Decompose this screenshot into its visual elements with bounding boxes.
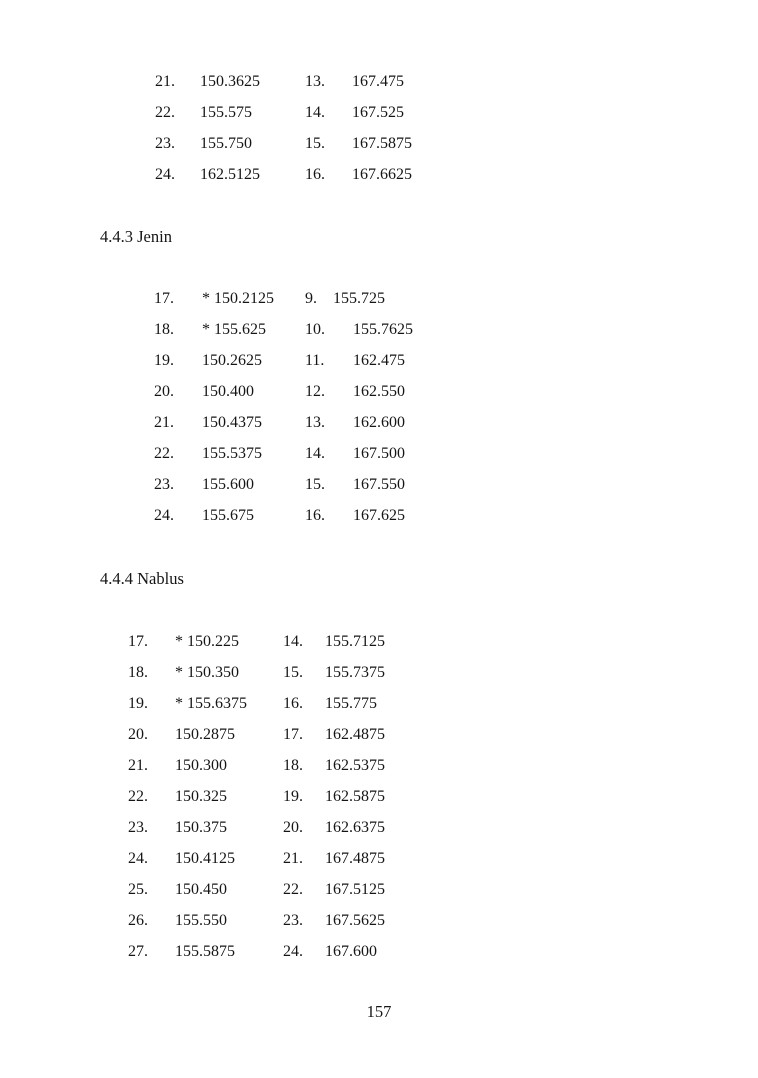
left-no: 23. — [128, 818, 148, 836]
right-val: 162.600 — [353, 413, 405, 431]
section-heading-nablus: 4.4.4 Nablus — [100, 569, 184, 588]
right-no: 16. — [305, 165, 325, 183]
list-item — [0, 500, 758, 531]
right-val: 167.550 — [353, 475, 405, 493]
right-val: 167.525 — [352, 103, 404, 121]
left-no: 25. — [128, 880, 148, 898]
left-val: 155.5375 — [202, 444, 262, 462]
right-val: 155.725 — [333, 289, 385, 307]
left-no: 22. — [154, 444, 174, 462]
page-number: 157 — [366, 1002, 392, 1021]
left-no: 20. — [128, 725, 148, 743]
left-no: 17. — [154, 289, 174, 307]
left-val: 150.300 — [175, 756, 227, 774]
left-val: 150.2625 — [202, 351, 262, 369]
right-val: 155.775 — [325, 694, 377, 712]
list-item — [0, 781, 758, 812]
left-val: 150.4375 — [202, 413, 262, 431]
frequency-list-jenin — [0, 283, 758, 531]
left-no: 18. — [128, 663, 148, 681]
right-no: 13. — [305, 413, 325, 431]
right-no: 13. — [305, 72, 325, 90]
right-no: 15. — [305, 134, 325, 152]
left-val: 150.2875 — [175, 725, 235, 743]
list-item — [0, 159, 758, 190]
left-no: 22. — [155, 103, 175, 121]
list-item — [0, 812, 758, 843]
left-no: 24. — [128, 849, 148, 867]
list-item — [0, 843, 758, 874]
left-val: * 155.6375 — [175, 694, 247, 712]
list-item — [0, 283, 758, 314]
right-val: 167.6625 — [352, 165, 412, 183]
list-item — [0, 66, 758, 97]
right-val: 162.4875 — [325, 725, 385, 743]
list-item — [0, 407, 758, 438]
left-val: 155.750 — [200, 134, 252, 152]
right-val: 155.7375 — [325, 663, 385, 681]
left-val: * 155.625 — [202, 320, 266, 338]
right-val: 167.600 — [325, 942, 377, 960]
left-val: 150.450 — [175, 880, 227, 898]
list-item — [0, 874, 758, 905]
left-val: 150.4125 — [175, 849, 235, 867]
section-heading-jenin: 4.4.3 Jenin — [100, 227, 172, 246]
right-no: 15. — [283, 663, 303, 681]
right-no: 14. — [305, 103, 325, 121]
left-no: 19. — [154, 351, 174, 369]
left-no: 21. — [155, 72, 175, 90]
right-val: 162.6375 — [325, 818, 385, 836]
left-val: * 150.2125 — [202, 289, 274, 307]
right-no: 20. — [283, 818, 303, 836]
left-val: 150.400 — [202, 382, 254, 400]
left-no: 21. — [154, 413, 174, 431]
right-val: 167.5125 — [325, 880, 385, 898]
left-val: 162.5125 — [200, 165, 260, 183]
left-no: 18. — [154, 320, 174, 338]
right-no: 11. — [305, 351, 325, 369]
right-no: 12. — [305, 382, 325, 400]
right-val: 167.4875 — [325, 849, 385, 867]
list-item — [0, 719, 758, 750]
right-no: 9. — [305, 289, 317, 307]
list-item — [0, 469, 758, 500]
list-item — [0, 97, 758, 128]
left-val: 155.675 — [202, 506, 254, 524]
left-val: 155.575 — [200, 103, 252, 121]
left-val: 155.600 — [202, 475, 254, 493]
right-val: 162.475 — [353, 351, 405, 369]
left-no: 19. — [128, 694, 148, 712]
right-val: 167.5875 — [352, 134, 412, 152]
left-no: 23. — [154, 475, 174, 493]
frequency-list-nablus — [0, 626, 758, 967]
left-no: 24. — [155, 165, 175, 183]
right-no: 17. — [283, 725, 303, 743]
list-item — [0, 314, 758, 345]
list-item — [0, 438, 758, 469]
right-no: 16. — [283, 694, 303, 712]
right-no: 24. — [283, 942, 303, 960]
list-item — [0, 750, 758, 781]
right-val: 162.5875 — [325, 787, 385, 805]
left-val: 155.5875 — [175, 942, 235, 960]
right-no: 15. — [305, 475, 325, 493]
list-item — [0, 626, 758, 657]
left-val: 150.3625 — [200, 72, 260, 90]
list-item — [0, 376, 758, 407]
left-val: * 150.225 — [175, 632, 239, 650]
left-no: 22. — [128, 787, 148, 805]
frequency-list-continued — [0, 66, 758, 190]
right-no: 23. — [283, 911, 303, 929]
list-item — [0, 905, 758, 936]
right-val: 162.5375 — [325, 756, 385, 774]
left-no: 21. — [128, 756, 148, 774]
right-val: 167.5625 — [325, 911, 385, 929]
right-no: 10. — [305, 320, 325, 338]
left-no: 17. — [128, 632, 148, 650]
right-no: 16. — [305, 506, 325, 524]
list-item — [0, 657, 758, 688]
list-item — [0, 128, 758, 159]
left-val: 150.325 — [175, 787, 227, 805]
left-no: 23. — [155, 134, 175, 152]
right-val: 167.625 — [353, 506, 405, 524]
list-item — [0, 936, 758, 967]
left-val: 150.375 — [175, 818, 227, 836]
list-item — [0, 345, 758, 376]
list-item — [0, 688, 758, 719]
right-no: 19. — [283, 787, 303, 805]
left-val: 155.550 — [175, 911, 227, 929]
right-no: 22. — [283, 880, 303, 898]
left-no: 20. — [154, 382, 174, 400]
right-val: 167.500 — [353, 444, 405, 462]
right-val: 155.7625 — [353, 320, 413, 338]
left-val: * 150.350 — [175, 663, 239, 681]
left-no: 24. — [154, 506, 174, 524]
right-val: 162.550 — [353, 382, 405, 400]
left-no: 26. — [128, 911, 148, 929]
left-no: 27. — [128, 942, 148, 960]
right-no: 18. — [283, 756, 303, 774]
right-no: 21. — [283, 849, 303, 867]
right-val: 155.7125 — [325, 632, 385, 650]
right-val: 167.475 — [352, 72, 404, 90]
right-no: 14. — [283, 632, 303, 650]
right-no: 14. — [305, 444, 325, 462]
